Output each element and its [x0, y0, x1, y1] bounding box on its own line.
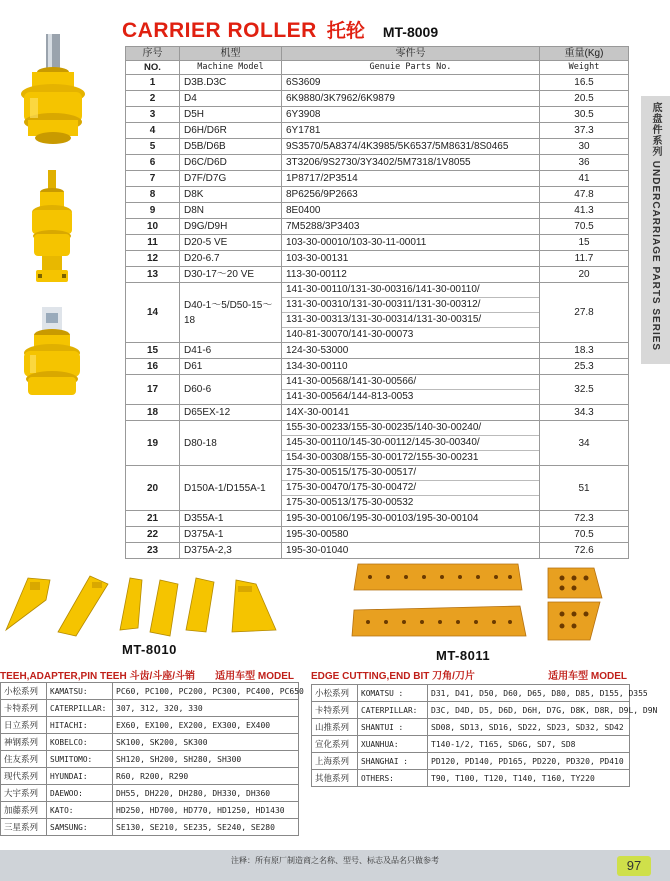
- weight: 51: [540, 466, 629, 511]
- model-row: [312, 736, 630, 753]
- compatible-models: SH120, SH200, SH280, SH300: [113, 751, 299, 768]
- parts-cell: [282, 283, 540, 343]
- row-number: 14: [126, 283, 180, 343]
- part-number: 6Y3908: [286, 108, 321, 120]
- compatible-models: T90, T100, T120, T140, T160, TY220: [428, 770, 630, 787]
- model-row: [1, 683, 299, 700]
- weight: 30: [540, 139, 629, 155]
- table-row: [126, 359, 629, 375]
- right-section-title: [311, 667, 631, 682]
- weight: 32.5: [540, 375, 629, 405]
- weight: 41: [540, 171, 629, 187]
- brand-cn: 小松系列: [312, 685, 358, 702]
- brand-cn: 神钢系列: [1, 734, 47, 751]
- brand-cn: 住友系列: [1, 751, 47, 768]
- part-number: 175-30-00470/175-30-00472/: [282, 480, 539, 495]
- weight: 18.3: [540, 343, 629, 359]
- part-number: 131-30-00310/131-30-00311/131-30-00312/: [282, 297, 539, 312]
- machine-model: D8N: [180, 203, 282, 219]
- manufacturer: KATO:: [47, 802, 113, 819]
- side-section-tab: [641, 96, 670, 364]
- compatible-models: 307, 312, 320, 330: [113, 700, 299, 717]
- page-number: 97: [617, 856, 651, 876]
- model-row: [1, 768, 299, 785]
- part-number: 3T3206/9S2730/3Y3402/5M7318/1V8055: [286, 156, 471, 168]
- right-title-right: 适用车型 MODEL: [548, 671, 627, 682]
- manufacturer: SHANTUI :: [358, 719, 428, 736]
- manufacturer: KOMATSU :: [358, 685, 428, 702]
- compatible-models: D31, D41, D50, D60, D65, D80, D85, D155, D355: [428, 685, 630, 702]
- machine-model: D7F/D7G: [180, 171, 282, 187]
- weight: 70.5: [540, 219, 629, 235]
- weight: 16.5: [540, 75, 629, 91]
- header-parts-cn: 零件号: [282, 47, 540, 61]
- machine-model: D9G/D9H: [180, 219, 282, 235]
- manufacturer: HYUNDAI:: [47, 768, 113, 785]
- row-number: 11: [126, 235, 180, 251]
- machine-model: D30-17～20 VE: [180, 267, 282, 283]
- table-row: [126, 139, 629, 155]
- side-tab-label: 底盘件系列 UNDERCARRIAGE PARTS SERIES: [650, 102, 661, 352]
- row-number: 10: [126, 219, 180, 235]
- machine-model: D5H: [180, 107, 282, 123]
- part-number: 6Y1781: [286, 124, 321, 136]
- compatible-models: EX60, EX100, EX200, EX300, EX400: [113, 717, 299, 734]
- part-number: 141-30-00568/141-30-00566/: [286, 376, 417, 387]
- model-row: [312, 702, 630, 719]
- part-number: 14X-30-00141: [286, 406, 350, 418]
- header-parts-en: Genuie Parts No.: [282, 61, 540, 75]
- part-number: 8P6256/9P2663: [286, 188, 358, 200]
- left-title-cn: 斗齿/斗座/斗销: [129, 671, 196, 682]
- part-number: 103-30-00010/103-30-11-00011: [286, 236, 427, 248]
- machine-model: D40-1～5/D50-15～18: [180, 283, 282, 343]
- parts-cell: [282, 203, 540, 219]
- parts-cell: [282, 123, 540, 139]
- title-model: MT-8009: [382, 24, 439, 40]
- machine-model: D375A-1: [180, 527, 282, 543]
- part-number: 103-30-00131: [286, 252, 349, 264]
- parts-cell: [282, 187, 540, 203]
- part-number: 195-30-00580: [286, 528, 349, 540]
- row-number: 6: [126, 155, 180, 171]
- compatible-models: R60, R200, R290: [113, 768, 299, 785]
- table-row: [126, 543, 629, 559]
- right-title-cn: 刀角/刀片: [432, 671, 475, 682]
- part-number: 134-30-00110: [286, 360, 348, 372]
- weight: 20: [540, 267, 629, 283]
- parts-cell: [282, 171, 540, 187]
- table-row: [126, 527, 629, 543]
- parts-cell: [282, 543, 540, 559]
- table-row: [126, 219, 629, 235]
- table-row: [126, 91, 629, 107]
- row-number: 20: [126, 466, 180, 511]
- machine-model: D20-6.7: [180, 251, 282, 267]
- left-section-title: [0, 667, 300, 682]
- row-number: 17: [126, 375, 180, 405]
- machine-model: D4: [180, 91, 282, 107]
- row-number: 3: [126, 107, 180, 123]
- machine-model: D65EX-12: [180, 405, 282, 421]
- manufacturer: OTHERS:: [358, 770, 428, 787]
- row-number: 22: [126, 527, 180, 543]
- row-number: 18: [126, 405, 180, 421]
- parts-cell: [282, 91, 540, 107]
- model-row: [1, 734, 299, 751]
- header-weight-cn: 重量(Kg): [540, 47, 629, 61]
- table-row: [126, 267, 629, 283]
- model-row: [1, 785, 299, 802]
- compatible-models: T140-1/2, T165, SD6G, SD7, SD8: [428, 736, 630, 753]
- machine-model: D60-6: [180, 375, 282, 405]
- table-row: [126, 235, 629, 251]
- header-no-cn: 序号: [126, 47, 180, 61]
- compatible-models: DH55, DH220, DH280, DH330, DH360: [113, 785, 299, 802]
- weight: 72.6: [540, 543, 629, 559]
- title-en: CARRIER ROLLER: [122, 19, 317, 42]
- parts-cell: [282, 75, 540, 91]
- manufacturer: KAMATSU:: [47, 683, 113, 700]
- left-title-en: TEEH,ADAPTER,PIN TEEH: [0, 671, 127, 682]
- part-number: 124-30-53000: [286, 344, 349, 356]
- carrier-roller-table: [125, 46, 629, 559]
- weight: 36: [540, 155, 629, 171]
- compatible-models: SE130, SE210, SE235, SE240, SE280: [113, 819, 299, 836]
- carrier-roller-image-3: [22, 305, 82, 405]
- manufacturer: SAMSUNG:: [47, 819, 113, 836]
- machine-model: D6H/D6R: [180, 123, 282, 139]
- row-number: 5: [126, 139, 180, 155]
- manufacturer: KOBELCO:: [47, 734, 113, 751]
- table-row: [126, 187, 629, 203]
- parts-cell: [282, 405, 540, 421]
- part-number: 7M5288/3P3403: [286, 220, 360, 232]
- weight: 20.5: [540, 91, 629, 107]
- weight: 11.7: [540, 251, 629, 267]
- part-number: 141-30-00110/131-30-00316/141-30-00110/: [286, 284, 480, 295]
- parts-cell: [282, 527, 540, 543]
- model-row: [1, 700, 299, 717]
- part-number: 131-30-00313/131-30-00314/131-30-00315/: [282, 312, 539, 327]
- teeth-model-table: [0, 682, 304, 836]
- compatible-models: D3C, D4D, D5, D6D, D6H, D7G, D8K, D8R, D9L, D9N: [428, 702, 630, 719]
- right-title-en: EDGE CUTTING,END BIT: [311, 671, 430, 682]
- bucket-teeth-image: [0, 570, 285, 640]
- weight: 70.5: [540, 527, 629, 543]
- row-number: 7: [126, 171, 180, 187]
- part-number: 195-30-01040: [286, 544, 349, 556]
- row-number: 15: [126, 343, 180, 359]
- model-row: [1, 751, 299, 768]
- compatible-models: PC60, PC100, PC200, PC300, PC400, PC650: [113, 683, 299, 700]
- parts-cell: [282, 375, 540, 405]
- parts-cell: [282, 267, 540, 283]
- weight: 47.8: [540, 187, 629, 203]
- footer-note: 注释：所有原厂制造商之名称、型号、标志及品名只做参考: [231, 856, 439, 865]
- table-row: [126, 171, 629, 187]
- compatible-models: SD08, SD13, SD16, SD22, SD23, SD32, SD42: [428, 719, 630, 736]
- page-title: [122, 16, 438, 42]
- parts-cell: [282, 219, 540, 235]
- table-row: [126, 155, 629, 171]
- row-number: 8: [126, 187, 180, 203]
- parts-cell: [282, 466, 540, 511]
- manufacturer: CATERPILLAR:: [47, 700, 113, 717]
- compatible-models: SK100, SK200, SK300: [113, 734, 299, 751]
- table-row: [126, 466, 629, 511]
- compatible-models: PD120, PD140, PD165, PD220, PD320, PD410: [428, 753, 630, 770]
- brand-cn: 日立系列: [1, 717, 47, 734]
- manufacturer: CATERPILLAR:: [358, 702, 428, 719]
- table-row: [126, 123, 629, 139]
- weight: 25.3: [540, 359, 629, 375]
- brand-cn: 上海系列: [312, 753, 358, 770]
- part-number: 9S3570/5A8374/4K3985/5K6537/5M8631/8S0465: [286, 140, 509, 152]
- table-row: [126, 405, 629, 421]
- parts-cell: [282, 107, 540, 123]
- machine-model: D5B/D6B: [180, 139, 282, 155]
- model-row: [312, 770, 630, 787]
- brand-cn: 加藤系列: [1, 802, 47, 819]
- brand-cn: 宣化系列: [312, 736, 358, 753]
- brand-cn: 大宇系列: [1, 785, 47, 802]
- manufacturer: HITACHI:: [47, 717, 113, 734]
- part-number: 140-81-30070/141-30-00073: [282, 327, 539, 342]
- table-row: [126, 75, 629, 91]
- header-model-cn: 机型: [180, 47, 282, 61]
- table-row: [126, 283, 629, 343]
- part-number: 175-30-00515/175-30-00517/: [286, 467, 417, 478]
- part-number: 1P8717/2P3514: [286, 172, 358, 184]
- row-number: 13: [126, 267, 180, 283]
- machine-model: D80-18: [180, 421, 282, 466]
- weight: 27.8: [540, 283, 629, 343]
- parts-cell: [282, 359, 540, 375]
- part-number: 175-30-00513/175-30-00532: [282, 495, 539, 510]
- parts-cell: [282, 155, 540, 171]
- part-number: 141-30-00564/144-813-0053: [282, 389, 539, 404]
- brand-cn: 三星系列: [1, 819, 47, 836]
- weight: 15: [540, 235, 629, 251]
- row-number: 21: [126, 511, 180, 527]
- manufacturer: SHANGHAI :: [358, 753, 428, 770]
- weight: 72.3: [540, 511, 629, 527]
- machine-model: D355A-1: [180, 511, 282, 527]
- part-number: 154-30-00308/155-30-00172/155-30-00231: [282, 450, 539, 465]
- cutting-edge-image: [350, 560, 610, 646]
- part-number: 6K9880/3K7962/6K9879: [286, 92, 395, 104]
- header-weight-en: Weight: [540, 61, 629, 75]
- table-row: [126, 343, 629, 359]
- row-number: 12: [126, 251, 180, 267]
- machine-model: D61: [180, 359, 282, 375]
- part-number: 6S3609: [286, 76, 321, 88]
- machine-model: D150A-1/D155A-1: [180, 466, 282, 511]
- part-number: 113-30-00112: [286, 268, 347, 280]
- table-header-en: [126, 61, 629, 75]
- row-number: 23: [126, 543, 180, 559]
- parts-cell: [282, 343, 540, 359]
- machine-model: D3B.D3C: [180, 75, 282, 91]
- carrier-roller-image-1: [18, 32, 88, 150]
- machine-model: D41-6: [180, 343, 282, 359]
- machine-model: D6C/D6D: [180, 155, 282, 171]
- brand-cn: 现代系列: [1, 768, 47, 785]
- row-number: 2: [126, 91, 180, 107]
- parts-cell: [282, 421, 540, 466]
- carrier-roller-image-2: [30, 170, 74, 288]
- brand-cn: 小松系列: [1, 683, 47, 700]
- table-row: [126, 375, 629, 405]
- table-row: [126, 511, 629, 527]
- model-row: [1, 819, 299, 836]
- brand-cn: 卡特系列: [1, 700, 47, 717]
- parts-cell: [282, 139, 540, 155]
- table-row: [126, 251, 629, 267]
- weight: 34.3: [540, 405, 629, 421]
- parts-cell: [282, 511, 540, 527]
- part-number: 155-30-00233/155-30-00235/140-30-00240/: [286, 422, 482, 433]
- brand-cn: 山推系列: [312, 719, 358, 736]
- row-number: 16: [126, 359, 180, 375]
- table-body: [126, 75, 629, 559]
- title-cn: 托轮: [326, 21, 365, 42]
- model-row: [312, 685, 630, 702]
- model-row: [312, 719, 630, 736]
- weight: 34: [540, 421, 629, 466]
- row-number: 1: [126, 75, 180, 91]
- row-number: 19: [126, 421, 180, 466]
- model-row: [1, 802, 299, 819]
- compatible-models: HD250, HD700, HD770, HD1250, HD1430: [113, 802, 299, 819]
- part-number: 8E0400: [286, 204, 321, 216]
- table-row: [126, 107, 629, 123]
- manufacturer: XUANHUA:: [358, 736, 428, 753]
- model-row: [1, 717, 299, 734]
- left-title-right: 适用车型 MODEL: [215, 671, 294, 682]
- part-number: 195-30-00106/195-30-00103/195-30-00104: [286, 512, 479, 524]
- part-number: 145-30-00110/145-30-00112/145-30-00340/: [282, 435, 539, 450]
- model-label-mt8011: MT-8011: [436, 648, 491, 663]
- manufacturer: SUMITOMO:: [47, 751, 113, 768]
- model-row: [312, 753, 630, 770]
- edge-model-table: [311, 684, 658, 787]
- parts-cell: [282, 235, 540, 251]
- parts-cell: [282, 251, 540, 267]
- model-label-mt8010: MT-8010: [122, 642, 177, 657]
- weight: 30.5: [540, 107, 629, 123]
- table-row: [126, 421, 629, 466]
- row-number: 4: [126, 123, 180, 139]
- manufacturer: DAEWOO:: [47, 785, 113, 802]
- table-row: [126, 203, 629, 219]
- table-header-cn: [126, 47, 629, 61]
- brand-cn: 卡特系列: [312, 702, 358, 719]
- header-model-en: Machine Model: [180, 61, 282, 75]
- row-number: 9: [126, 203, 180, 219]
- header-no-en: NO.: [126, 61, 180, 75]
- weight: 37.3: [540, 123, 629, 139]
- weight: 41.3: [540, 203, 629, 219]
- machine-model: D375A-2,3: [180, 543, 282, 559]
- brand-cn: 其他系列: [312, 770, 358, 787]
- machine-model: D8K: [180, 187, 282, 203]
- machine-model: D20-5 VE: [180, 235, 282, 251]
